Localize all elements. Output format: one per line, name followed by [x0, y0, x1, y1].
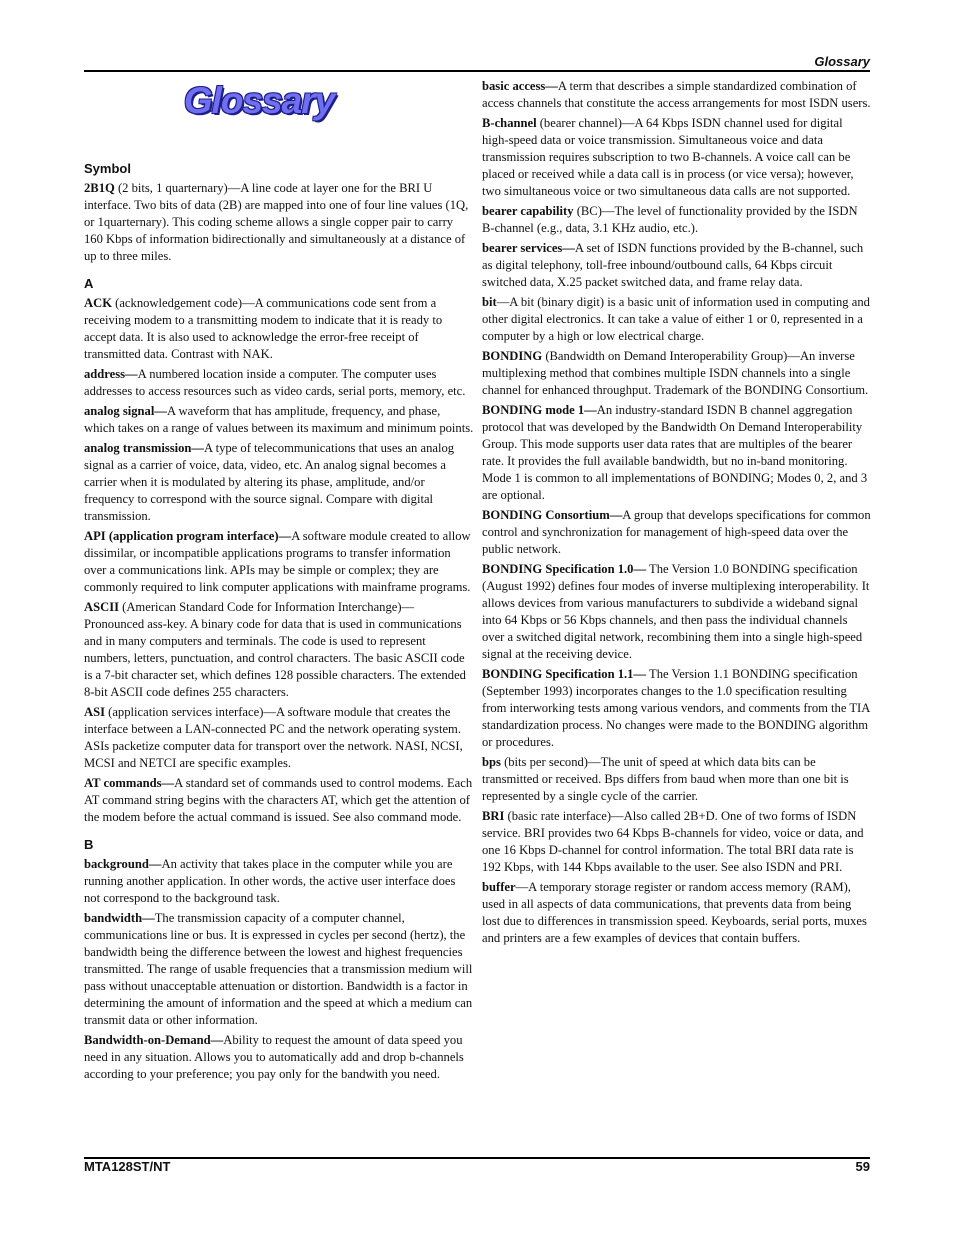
definition: A waveform that has amplitude, frequency, and phase, which takes on a range of values between its maximum and minimum points.	[84, 404, 474, 435]
term: AT commands—	[84, 776, 175, 790]
definition: A numbered location inside a computer. The computer uses addresses to access resources such as video cards, serial ports, memory, etc.	[84, 367, 466, 398]
definition: The transmission capacity of a computer channel, communications line or bus. It is expressed in cycles per second (hertz), the bandwidth being the difference between the lowest and highest frequencies transmitted. The range of usable frequencies that a transmission medium will pass without unacceptable attenuation or distortion. Bandwidth is a factor in determining the amount of information and the speed at which a medium can transmit data or other information.	[84, 911, 473, 1027]
glossary-entry-asi	[84, 704, 474, 772]
glossary-entry-bearer-services	[482, 240, 872, 291]
glossary-entry-analog-transmission	[84, 440, 474, 525]
section-heading-a: A	[84, 276, 94, 291]
definition: (basic rate interface)—Also called 2B+D. One of two forms of ISDN service. BRI provides two 64 Kbps B-channels for video, voice or data, and one 16 Kbps D-channel for control information. The total BRI data rate is 192 Kbps, with 144 Kbps available to the user. See also ISDN and PRI.	[482, 809, 864, 874]
term: address—	[84, 367, 138, 381]
glossary-entry-basic-access	[482, 78, 872, 112]
term: analog signal—	[84, 404, 167, 418]
left-column	[84, 78, 474, 1086]
term: basic access—	[482, 79, 558, 93]
glossary-entry-bonding	[482, 348, 872, 399]
glossary-entry-2b1q	[84, 180, 474, 265]
glossary-entry-bonding-spec-1-0	[482, 561, 872, 663]
term: bps	[482, 755, 501, 769]
definition: A group that develops specifications for common control and synchronization for management of high-speed data over the public network.	[482, 508, 871, 556]
definition: A software module created to allow dissimilar, or incompatible applications programs to transfer information over a communications link. APIs may be simple or complex; they are commonly required to link computer applications with mainframe programs.	[84, 529, 471, 594]
definition: The Version 1.1 BONDING specification (September 1993) incorporates changes to the 1.0 specification resulting from interworking tests among various vendors, and comments from the TIA standardization process. No changes were made to the BONDING algorithm or procedures.	[482, 667, 870, 749]
definition: (Bandwidth on Demand Interoperability Group)—An inverse multiplexing method that combines multiple ISDN channels into a single channel for enhanced throughput. Trademark of the BONDING Consortium.	[482, 349, 869, 397]
term: BONDING Consortium—	[482, 508, 623, 522]
term: B-channel	[482, 116, 537, 130]
definition: Ability to request the amount of data speed you need in any situation. Allows you to automatically add and drop b-channels according to your preference; you pay only for the bandwith you need.	[84, 1033, 464, 1081]
page-title: Glossary	[183, 80, 335, 121]
running-header-title: Glossary	[814, 54, 870, 69]
glossary-entry-buffer	[482, 879, 872, 947]
term: bandwidth—	[84, 911, 155, 925]
glossary-entry-bearer-capability	[482, 203, 872, 237]
footer-rule	[84, 1157, 870, 1159]
glossary-entry-bps	[482, 754, 872, 805]
definition: An activity that takes place in the computer while you are running another application. In other words, the active user interface does not correspond to the background task.	[84, 857, 456, 905]
definition: (American Standard Code for Information Interchange)—Pronounced ass-key. A binary code for data that is used in communications and in many computers and terminals. The code is used to represent numbers, letters, punctuation, and control characters. The basic ASCII code is a 7-bit character set, which defines 128 possible characters. The extended 8-bit ASCII code defines 255 characters.	[84, 600, 466, 699]
term: buffer	[482, 880, 516, 894]
glossary-entry-bri	[482, 808, 872, 876]
right-column	[482, 78, 872, 950]
term: ASCII	[84, 600, 119, 614]
definition: —A bit (binary digit) is a basic unit of information used in computing and other digital electronics. It can take a value of either 1 or 0, represented in a computer by a high or low electrical charge.	[482, 295, 870, 343]
definition: —A temporary storage register or random access memory (RAM), used in all aspects of data communications, that prevents data from being lost due to differences in transmission speed. Keyboards, serial ports, muxes and printers are a few examples of devices that contain buffers.	[482, 880, 867, 945]
header-rule	[84, 70, 870, 72]
glossary-entry-bandwidth	[84, 910, 474, 1029]
definition: (bearer channel)—A 64 Kbps ISDN channel used for digital high-speed data or voice transmission. Simultaneous voice and data transmission requires subscription to two B-channels. A voice call can be placed or received while a data call is in process (or vice versa); however, two simultaneous voice or two simultaneous data calls are not supported.	[482, 116, 854, 198]
term: BRI	[482, 809, 505, 823]
section-heading-b: B	[84, 837, 94, 852]
glossary-entry-at-commands	[84, 775, 474, 826]
definition: The Version 1.0 BONDING specification (August 1992) defines four modes of inverse multiplexing interoperability. It allows devices from various manufacturers to subdivide a wideband signal into 64 Kbps or 56 Kbps channels, and then pass the individual channels over a switched digital network, recombining them into a single high-speed signal at the receiving device.	[482, 562, 870, 661]
term: BONDING Specification 1.1—	[482, 667, 647, 681]
definition: (bits per second)—The unit of speed at which data bits can be transmitted or received. Bps differs from baud when more than one bit is represented by a single cycle of the carrier.	[482, 755, 849, 803]
definition: (2 bits, 1 quarternary)—A line code at layer one for the BRI U interface. Two bits of data (2B) are mapped into one of four line values (1Q, or 1quarternary). This coding scheme allows a single copper pair to carry 160 Kbps of information bidirectionally and simultaneously at a distance of up to three miles.	[84, 181, 469, 263]
term: Bandwidth-on-Demand—	[84, 1033, 224, 1047]
term: BONDING	[482, 349, 543, 363]
term: bit	[482, 295, 497, 309]
definition: A set of ISDN functions provided by the B-channel, such as digital telephony, toll-free inbound/outbound calls, 64 Kbps circuit switched data, X.25 packet switched data, and frame relay data.	[482, 241, 864, 289]
term: ACK	[84, 296, 112, 310]
glossary-entry-bonding-consortium	[482, 507, 872, 558]
glossary-entry-bonding-spec-1-1	[482, 666, 872, 751]
term: API (application program interface)—	[84, 529, 292, 543]
section-heading-symbol: Symbol	[84, 161, 131, 176]
term: BONDING Specification 1.0—	[482, 562, 647, 576]
definition: (BC)—The level of functionality provided by the ISDN B-channel (e.g., data, 3.1 KHz audio, etc.).	[482, 204, 858, 235]
definition: A standard set of commands used to control modems. Each AT command string begins with the characters AT, which get the attention of the modem before the actual command is issued. See also command mode.	[84, 776, 473, 824]
glossary-entry-bandwidth-on-demand	[84, 1032, 474, 1083]
glossary-entry-background	[84, 856, 474, 907]
term: bearer services—	[482, 241, 575, 255]
term: analog transmission—	[84, 441, 205, 455]
glossary-entry-b-channel	[482, 115, 872, 200]
glossary-entry-bit	[482, 294, 872, 345]
definition: (application services interface)—A software module that creates the interface between a LAN-connected PC and the network operating system. ASIs packetize computer data for transport over the network. NASI, NCSI, MCSI and NETCI are specific examples.	[84, 705, 463, 770]
footer-page-number: 59	[855, 1159, 870, 1174]
glossary-entry-address	[84, 366, 474, 400]
footer-doc-id: MTA128ST/NT	[84, 1159, 171, 1174]
term: bearer capability	[482, 204, 574, 218]
glossary-entry-api	[84, 528, 474, 596]
glossary-entry-ascii	[84, 599, 474, 701]
definition: An industry-standard ISDN B channel aggregation protocol that was developed by the Bandwidth On Demand Interoperability Group. This mode supports user data rates that are multiples of the bearer rate. It provides the full available bandwidth, but no in-band monitoring. Mode 1 is common to all implementations of BONDING; Modes 0, 2, and 3 are optional.	[482, 403, 868, 502]
definition: A type of telecommunications that uses an analog signal as a carrier of voice, data, video, etc. An analog signal becomes a carrier when it is modulated by altering its phase, amplitude, and/or frequency to correspond with the source signal. Compare with digital transmission.	[84, 441, 455, 523]
term: background—	[84, 857, 162, 871]
glossary-entry-bonding-mode-1	[482, 402, 872, 504]
glossary-entry-ack	[84, 295, 474, 363]
term: 2B1Q	[84, 181, 115, 195]
term: ASI	[84, 705, 105, 719]
glossary-entry-analog-signal	[84, 403, 474, 437]
term: BONDING mode 1—	[482, 403, 597, 417]
definition: A term that describes a simple standardized combination of access channels that constitute the access arrangements for most ISDN users.	[482, 79, 871, 110]
definition: (acknowledgement code)—A communications code sent from a receiving modem to a transmitting modem to indicate that it is ready to accept data. It is also used to acknowledge the error-free receipt of transmitted data. Contrast with NAK.	[84, 296, 443, 361]
